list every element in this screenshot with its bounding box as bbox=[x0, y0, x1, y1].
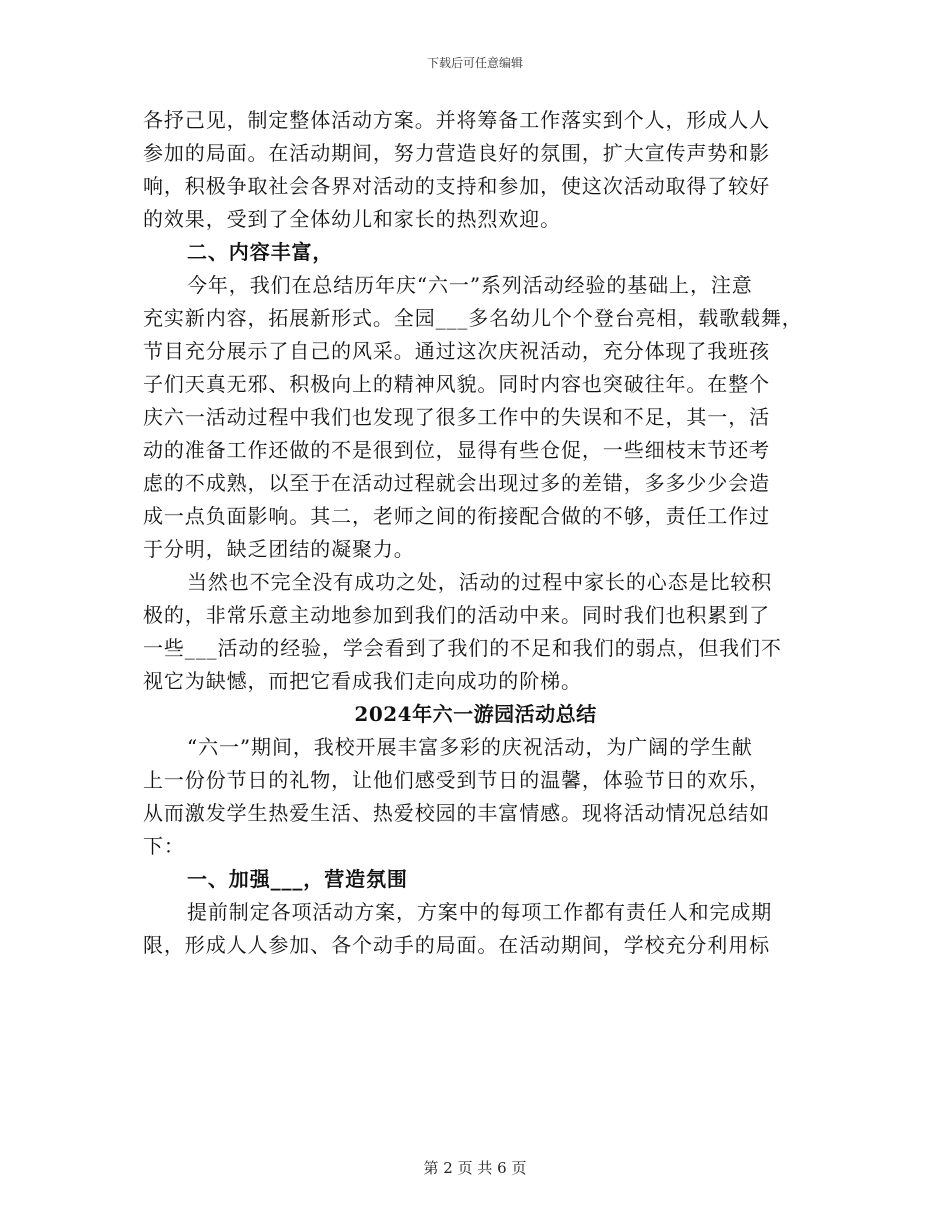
body-line: 参加的局面。在活动期间，努力营造良好的氛围，扩大宣传声势和影 bbox=[143, 141, 770, 165]
body-line: 虑的不成熟，以至于在活动过程就会出现过多的差错，多多少少会造 bbox=[143, 471, 770, 495]
body-line: 视它为缺憾，而把它看成我们走向成功的阶梯。 bbox=[143, 669, 582, 693]
body-line: 庆六一活动过程中我们也发现了很多工作中的失误和不足，其一，活 bbox=[143, 405, 770, 429]
section-heading: 二、内容丰富， bbox=[187, 240, 334, 264]
body-line: 极的，非常乐意主动地参加到我们的活动中来。同时我们也积累到了 bbox=[143, 603, 770, 627]
document-body bbox=[143, 104, 808, 962]
body-line: 限，形成人人参加、各个动手的局面。在活动期间，学校充分利用标 bbox=[143, 933, 770, 957]
body-line: 从而激发学生热爱生活、热爱校园的丰富情感。现将活动情况总结如 bbox=[143, 801, 770, 825]
body-line: 下： bbox=[143, 834, 185, 858]
document-title: 2024年六一游园活动总结 bbox=[354, 702, 597, 726]
body-line: 成一点负面影响。其二，老师之间的衔接配合做的不够，责任工作过 bbox=[143, 504, 770, 528]
body-line: 充实新内容，拓展新形式。全园___多名幼儿个个登台亮相，载歌载舞， bbox=[143, 306, 803, 330]
page-header: 下载后可任意编辑 bbox=[426, 56, 523, 70]
body-line: 提前制定各项活动方案，方案中的每项工作都有责任人和完成期 bbox=[187, 900, 773, 924]
body-line: 上一份份节日的礼物，让他们感受到节日的温馨，体验节日的欢乐， bbox=[143, 768, 770, 792]
body-line: 今年，我们在总结历年庆“六一”系列活动经验的基础上，注意 bbox=[187, 273, 753, 297]
page-footer: 第 2 页 共 6 页 bbox=[423, 1159, 527, 1177]
body-line: 的效果，受到了全体幼儿和家长的热烈欢迎。 bbox=[143, 207, 561, 231]
body-line: 响，积极争取社会各界对活动的支持和参加，使这次活动取得了较好 bbox=[143, 174, 770, 198]
body-line: 当然也不完全没有成功之处，活动的过程中家长的心态是比较积 bbox=[187, 570, 773, 594]
body-line: 子们天真无邪、积极向上的精神风貌。同时内容也突破往年。在整个 bbox=[143, 372, 770, 396]
body-line: 一些___活动的经验，学会看到了我们的不足和我们的弱点，但我们不 bbox=[143, 636, 782, 660]
body-line: 于分明，缺乏团结的凝聚力。 bbox=[143, 537, 415, 561]
body-line: “六一”期间，我校开展丰富多彩的庆祝活动，为广阔的学生献 bbox=[187, 735, 753, 759]
section-heading: 一、加强___，营造氛围 bbox=[187, 867, 408, 891]
body-line: 各抒己见，制定整体活动方案。并将筹备工作落实到个人，形成人人 bbox=[143, 108, 770, 132]
body-line: 动的准备工作还做的不是很到位，显得有些仓促，一些细枝末节还考 bbox=[143, 438, 770, 462]
body-line: 节目充分展示了自己的风采。通过这次庆祝活动，充分体现了我班孩 bbox=[143, 339, 770, 363]
